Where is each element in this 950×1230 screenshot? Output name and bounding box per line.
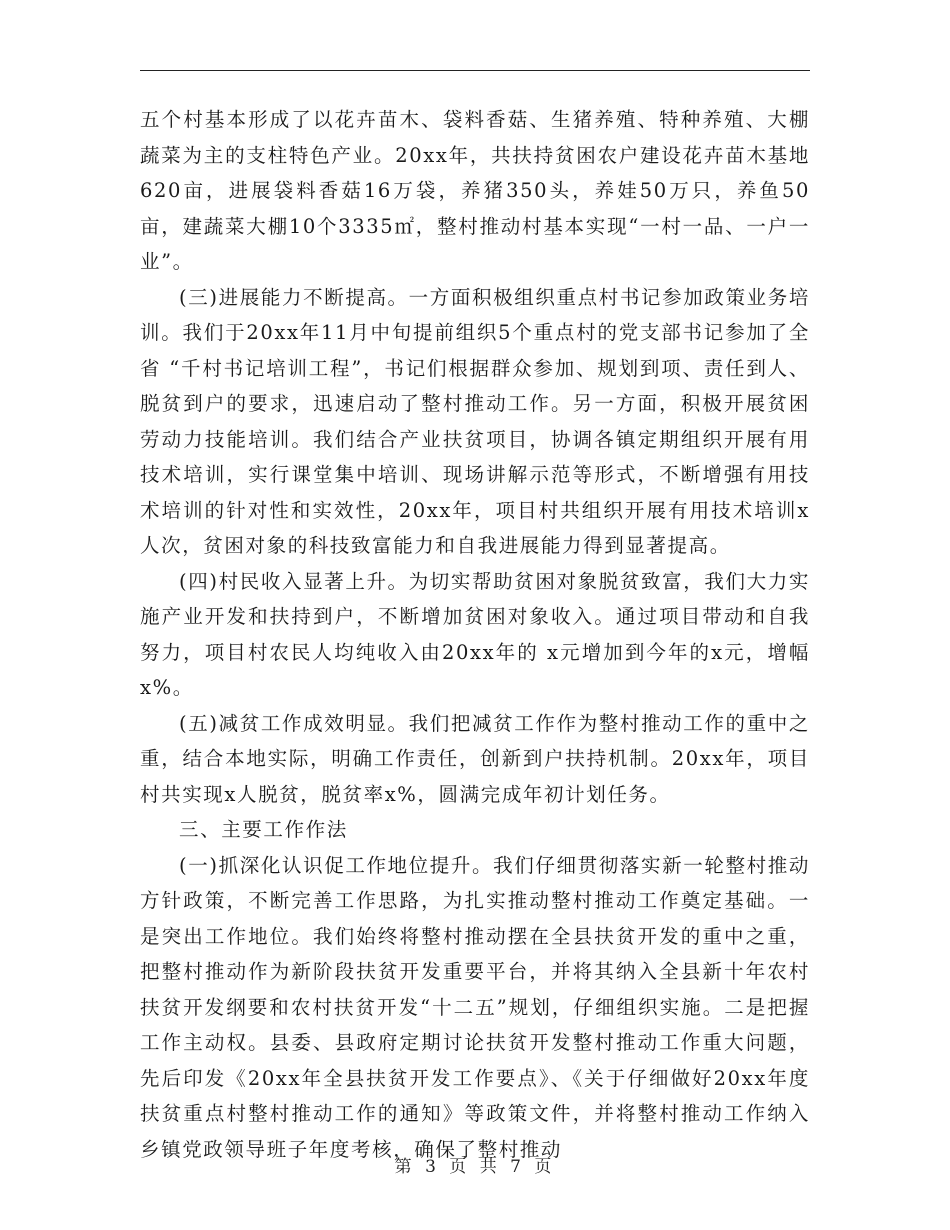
- page-number: 第 3 页 共 7 页: [394, 1157, 556, 1177]
- paragraph-section-5: (五)减贫工作成效明显。我们把减贫工作作为整村推动工作的重中之重，结合本地实际，明确工作责任，创新到户扶持机制。20xx年，项目村共实现x人脱贫，脱贫率x%，圆满完成年初计划任务。: [140, 711, 810, 806]
- document-body: [140, 102, 810, 1167]
- paragraph-section-4: (四)村民收入显著上升。为切实帮助贫困对象脱贫致富，我们大力实施产业开发和扶持到户，不断增加贫困对象收入。通过项目带动和自我努力，项目村农民人均纯收入由20xx年的 x元增加到今年的x元，增幅x%。: [140, 569, 810, 699]
- paragraph-method-1: (一)抓深化认识促工作地位提升。我们仔细贯彻落实新一轮整村推动方针政策，不断完善工作思路，为扎实推动整村推动工作奠定基础。一是突出工作地位。我们始终将整村推动摆在全县扶贫开发的重中之重，把整村推动作为新阶段扶贫开发重要平台，并将其纳入全县新十年农村扶贫开发纲要和农村扶贫开发“十二五”规划，仔细组织实施。二是把握工作主动权。县委、县政府定期讨论扶贫开发整村推动工作重大问题，先后印发《20xx年全县扶贫开发工作要点》、《关于仔细做好20xx年度扶贫重点村整村推动工作的通知》等政策文件，并将整村推动工作纳入乡镇党政领导班子年度考核，确保了整村推动: [140, 853, 810, 1161]
- header-rule: [140, 70, 810, 71]
- paragraph-section-3: (三)进展能力不断提高。一方面积极组织重点村书记参加政策业务培训。我们于20xx年11月中旬提前组织5个重点村的党支部书记参加了全省 “千村书记培训工程”，书记们根据群众参加、规划到项、责任到人、脱贫到户的要求，迅速启动了整村推动工作。另一方面，积极开展贫困劳动力技能培训。我们结合产业扶贫项目，协调各镇定期组织开展有用技术培训，实行课堂集中培训、现场讲解示范等形式，不断增强有用技术培训的针对性和实效性，20xx年，项目村共组织开展有用技术培训x人次，贫困对象的科技致富能力和自我进展能力得到显著提高。: [140, 285, 810, 557]
- paragraph-continuation: 五个村基本形成了以花卉苗木、袋料香菇、生猪养殖、特种养殖、大棚蔬菜为主的支柱特色产业。20xx年，共扶持贫困农户建设花卉苗木基地620亩，进展袋料香菇16万袋，养猪350头，养娃50万只，养鱼50亩，建蔬菜大棚10个3335㎡，整村推动村基本实现“一村一品、一户一业”。: [140, 108, 810, 273]
- section-heading-main-methods: 三、主要工作作法: [179, 818, 348, 841]
